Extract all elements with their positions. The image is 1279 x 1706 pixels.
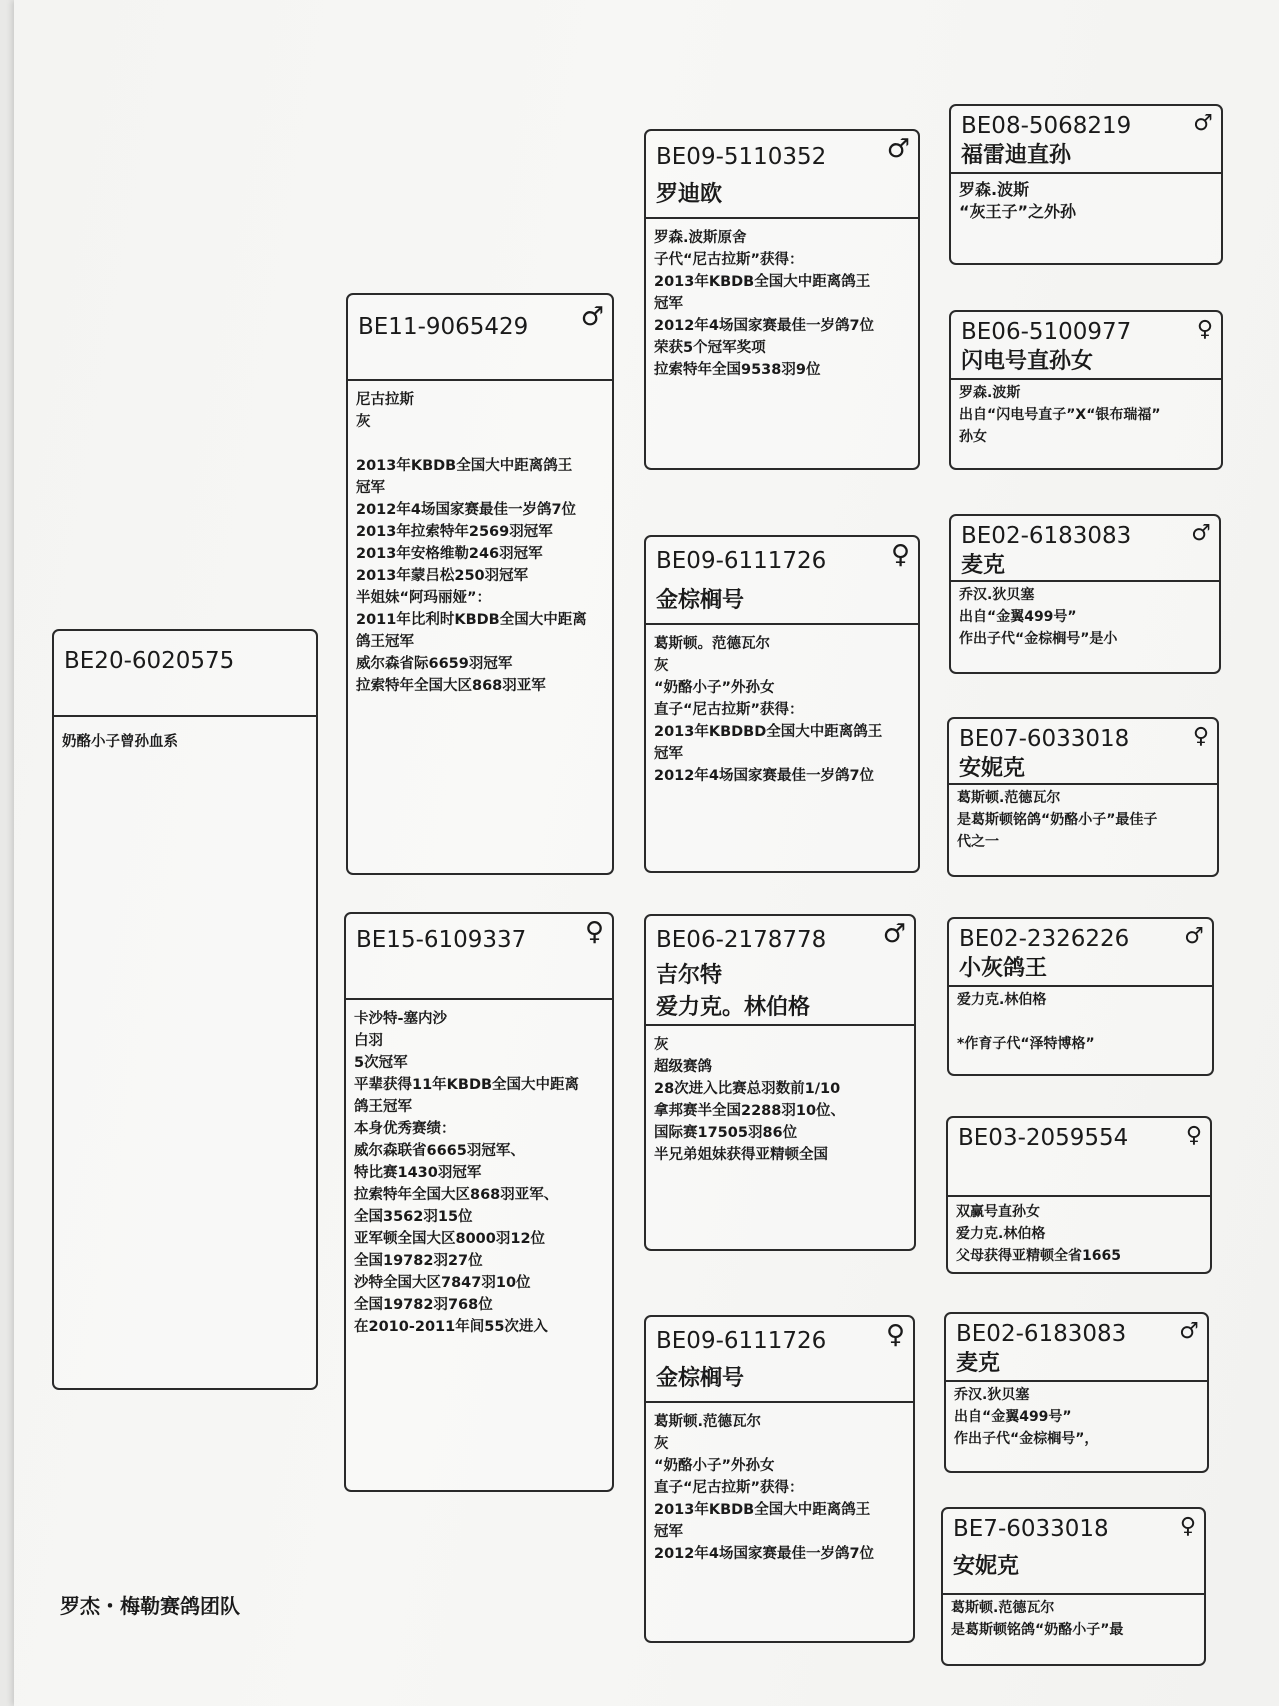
card-notes — [946, 1382, 1207, 1450]
female-symbol-icon: ♀ — [890, 540, 910, 570]
male-symbol-icon: ♂ — [886, 134, 910, 164]
pigeon-name: 小灰鸽王 — [959, 956, 1048, 981]
note-line: 2012年4场国家赛最佳一岁鸽7位 — [356, 502, 577, 518]
note-line: *作育子代“泽特博格” — [957, 1036, 1095, 1052]
note-line: 拉索特年全国大区868羽亚军、 — [354, 1187, 559, 1203]
pedigree-card-dam — [344, 912, 614, 1492]
pedigree-card-ggs-4 — [944, 1312, 1209, 1473]
note-line: 全国3562羽15位 — [354, 1209, 473, 1225]
pigeon-name: 安妮克 — [959, 756, 1026, 781]
card-notes — [54, 717, 316, 753]
note-line: 超级赛鸽 — [654, 1059, 712, 1075]
note-line: 子代“尼古拉斯”获得： — [654, 252, 804, 268]
card-notes — [949, 987, 1212, 1055]
ring-number: BE11-9065429 — [358, 314, 529, 340]
female-symbol-icon: ♀ — [1196, 317, 1213, 342]
note-line: 国际赛17505羽86位 — [654, 1125, 798, 1141]
pedigree-card-ggd-2 — [947, 717, 1219, 877]
male-symbol-icon: ♂ — [580, 302, 604, 332]
card-notes — [951, 174, 1221, 222]
ring-number: BE02-2326226 — [959, 926, 1130, 952]
note-line: 罗森.波斯 — [959, 180, 1030, 199]
male-symbol-icon: ♂ — [1191, 521, 1211, 546]
ring-number: BE06-2178778 — [656, 927, 827, 953]
note-line: 罗森.波斯 — [959, 385, 1021, 401]
note-line: 出自“金翼499号” — [954, 1409, 1072, 1425]
card-notes — [948, 1197, 1210, 1267]
female-symbol-icon: ♀ — [584, 917, 604, 947]
ring-number: BE08-5068219 — [961, 113, 1132, 139]
note-line: 拉索特年全国9538羽9位 — [654, 362, 821, 378]
note-line: 荣获5个冠军奖项 — [654, 340, 766, 356]
note-line: 冠军 — [654, 296, 683, 312]
card-notes — [646, 1026, 914, 1166]
ring-number: BE09-6111726 — [656, 1328, 827, 1354]
note-line: 爱力克.林伯格 — [957, 992, 1047, 1008]
card-notes — [943, 1595, 1204, 1641]
note-line: 乔汉.狄贝塞 — [959, 587, 1035, 603]
note-line: “奶酪小子”外孙女 — [654, 1458, 775, 1474]
team-name: 罗杰・梅勒赛鸽团队 — [60, 1594, 240, 1618]
pedigree-card-ggd-3 — [946, 1116, 1212, 1274]
note-line: 2013年KBDB全国大中距离鸽王 — [654, 1502, 871, 1518]
note-line: 全国19782羽768位 — [354, 1297, 493, 1313]
note-line: 罗森.波斯原舍 — [654, 230, 747, 246]
pigeon-name: 闪电号直孙女 — [961, 349, 1094, 374]
pigeon-name: 麦克 — [961, 553, 1006, 578]
ring-number: BE09-5110352 — [656, 144, 827, 170]
note-line: 尼古拉斯 — [356, 392, 414, 408]
note-line: 灰 — [356, 414, 371, 430]
note-line: 冠军 — [654, 1524, 683, 1540]
note-line — [356, 433, 604, 455]
pedigree-card-ggd-1 — [949, 310, 1223, 470]
note-line: 乔汉.狄贝塞 — [954, 1387, 1030, 1403]
ring-number: BE02-6183083 — [956, 1321, 1127, 1347]
note-line: 平辈获得11年KBDB全国大中距离 — [354, 1077, 580, 1093]
ring-number: BE02-6183083 — [961, 523, 1132, 549]
note-line: 冠军 — [356, 480, 385, 496]
note-line: 直子“尼古拉斯”获得： — [654, 702, 804, 718]
note-line: 爱力克.林伯格 — [956, 1226, 1046, 1242]
note-line: 2013年拉索特年2569羽冠军 — [356, 524, 553, 540]
pigeon-name: 金棕榈号 — [656, 1366, 745, 1391]
male-symbol-icon: ♂ — [1179, 1319, 1199, 1344]
note-line: 威尔森联省6665羽冠军、 — [354, 1143, 525, 1159]
pedigree-card-ggs-3 — [947, 917, 1214, 1076]
pedigree-card-grandsire-maternal — [644, 914, 916, 1251]
note-line: 双赢号直孙女 — [956, 1204, 1040, 1220]
note-line: 在2010-2011年间55次进入 — [354, 1319, 548, 1335]
note-line: “灰王子”之外孙 — [959, 202, 1077, 221]
note-line: 威尔森省际6659羽冠军 — [356, 656, 513, 672]
note-line: 2012年4场国家赛最佳一岁鸽7位 — [654, 318, 875, 334]
note-line: 2013年KBDBD全国大中距离鸽王 — [654, 724, 883, 740]
pigeon-name: 福雷迪直孙 — [961, 143, 1072, 168]
pigeon-name: 金棕榈号 — [656, 588, 745, 613]
male-symbol-icon: ♂ — [1184, 924, 1204, 949]
note-line: 葛斯顿.范德瓦尔 — [654, 1414, 762, 1430]
note-line: 2013年安格维勒246羽冠军 — [356, 546, 543, 562]
pedigree-card-ggs-2 — [949, 514, 1221, 674]
female-symbol-icon: ♀ — [1192, 724, 1209, 749]
card-notes — [346, 1000, 612, 1338]
pigeon-name: 麦克 — [956, 1351, 1001, 1376]
pedigree-card-ggd-4 — [941, 1507, 1206, 1666]
note-line: 本身优秀赛绩： — [354, 1121, 456, 1137]
ring-number: BE07-6033018 — [959, 726, 1130, 752]
pedigree-card-granddam-maternal — [644, 1315, 915, 1643]
note-line: 葛斯顿.范德瓦尔 — [957, 790, 1061, 806]
note-line: 沙特全国大区7847羽10位 — [354, 1275, 531, 1291]
pedigree-card-granddam-paternal — [644, 535, 920, 873]
note-line: 作出子代“金棕榈号”是小 — [959, 631, 1118, 647]
note-line: 28次进入比赛总羽数前1/10 — [654, 1081, 841, 1097]
card-notes — [949, 785, 1217, 853]
note-line: 2011年比利时KBDB全国大中距离 — [356, 612, 587, 628]
female-symbol-icon: ♀ — [1185, 1123, 1202, 1148]
note-line: 2012年4场国家赛最佳一岁鸽7位 — [654, 1546, 875, 1562]
card-notes — [646, 625, 918, 787]
note-line: 奶酪小子曾孙血系 — [62, 734, 178, 750]
note-line: 拉索特年全国大区868羽亚军 — [356, 678, 546, 694]
note-line: 亚军顿全国大区8000羽12位 — [354, 1231, 546, 1247]
male-symbol-icon: ♂ — [1193, 111, 1213, 136]
note-line: 半姐妹“阿玛丽娅”： — [356, 590, 492, 606]
note-line: 是葛斯顿铭鸽“奶酪小子”最 — [951, 1622, 1124, 1638]
female-symbol-icon: ♀ — [885, 1320, 905, 1350]
pigeon-name: 罗迪欧 — [656, 182, 723, 207]
ring-number: BE03-2059554 — [958, 1125, 1129, 1151]
card-notes — [646, 219, 918, 381]
pedigree-card-grandsire-paternal — [644, 129, 920, 470]
note-line: 灰 — [654, 658, 669, 674]
note-line: 5次冠军 — [354, 1055, 408, 1071]
note-line: 全国19782羽27位 — [354, 1253, 483, 1269]
note-line: 出自“闪电号直子”X“银布瑞福” — [959, 407, 1161, 423]
note-line — [957, 1011, 1204, 1033]
pedigree-card-subject — [52, 629, 318, 1390]
card-notes — [646, 1403, 913, 1565]
note-line: 父母获得亚精顿全省1665 — [956, 1248, 1121, 1264]
card-notes — [951, 582, 1219, 650]
note-line: 代之一 — [957, 834, 999, 850]
note-line: 2013年KBDB全国大中距离鸽王 — [356, 458, 573, 474]
note-line: 是葛斯顿铭鸽“奶酪小子”最佳子 — [957, 812, 1158, 828]
note-line: 孙女 — [959, 429, 987, 445]
pedigree-card-sire — [346, 293, 614, 875]
note-line: 白羽 — [354, 1033, 383, 1049]
note-line: 冠军 — [654, 746, 683, 762]
ring-number: BE20-6020575 — [64, 648, 235, 674]
note-line: 特比赛1430羽冠军 — [354, 1165, 482, 1181]
ring-number: BE15-6109337 — [356, 927, 527, 953]
note-line: “奶酪小子”外孙女 — [654, 680, 775, 696]
note-line: 葛斯顿.范德瓦尔 — [951, 1600, 1055, 1616]
note-line: 直子“尼古拉斯”获得： — [654, 1480, 804, 1496]
note-line: 拿邦赛半全国2288羽10位、 — [654, 1103, 846, 1119]
ring-number: BE09-6111726 — [656, 548, 827, 574]
card-notes — [348, 381, 612, 697]
female-symbol-icon: ♀ — [1179, 1514, 1196, 1539]
note-line: 2012年4场国家赛最佳一岁鸽7位 — [654, 768, 875, 784]
ring-number: BE06-5100977 — [961, 319, 1132, 345]
note-line: 鸽王冠军 — [356, 634, 414, 650]
note-line: 半兄弟姐妹获得亚精顿全国 — [654, 1147, 828, 1163]
note-line: 出自“金翼499号” — [959, 609, 1077, 625]
note-line: 2013年蒙吕松250羽冠军 — [356, 568, 529, 584]
note-line: 2013年KBDB全国大中距离鸽王 — [654, 274, 871, 290]
note-line: 灰 — [654, 1436, 669, 1452]
pigeon-name: 安妮克 — [953, 1554, 1020, 1579]
breeder-name: 爱力克。林伯格 — [656, 995, 811, 1020]
note-line: 灰 — [654, 1037, 669, 1053]
pedigree-card-ggs-1 — [949, 104, 1223, 265]
pigeon-name: 吉尔特 — [656, 963, 723, 988]
card-notes — [951, 380, 1221, 448]
male-symbol-icon: ♂ — [882, 919, 906, 949]
note-line: 葛斯顿。范德瓦尔 — [654, 636, 770, 652]
note-line: 鸽王冠军 — [354, 1099, 412, 1115]
note-line: 卡沙特-塞内沙 — [354, 1011, 448, 1027]
ring-number: BE7-6033018 — [953, 1516, 1109, 1542]
note-line: 作出子代“金棕榈号”， — [954, 1431, 1099, 1447]
